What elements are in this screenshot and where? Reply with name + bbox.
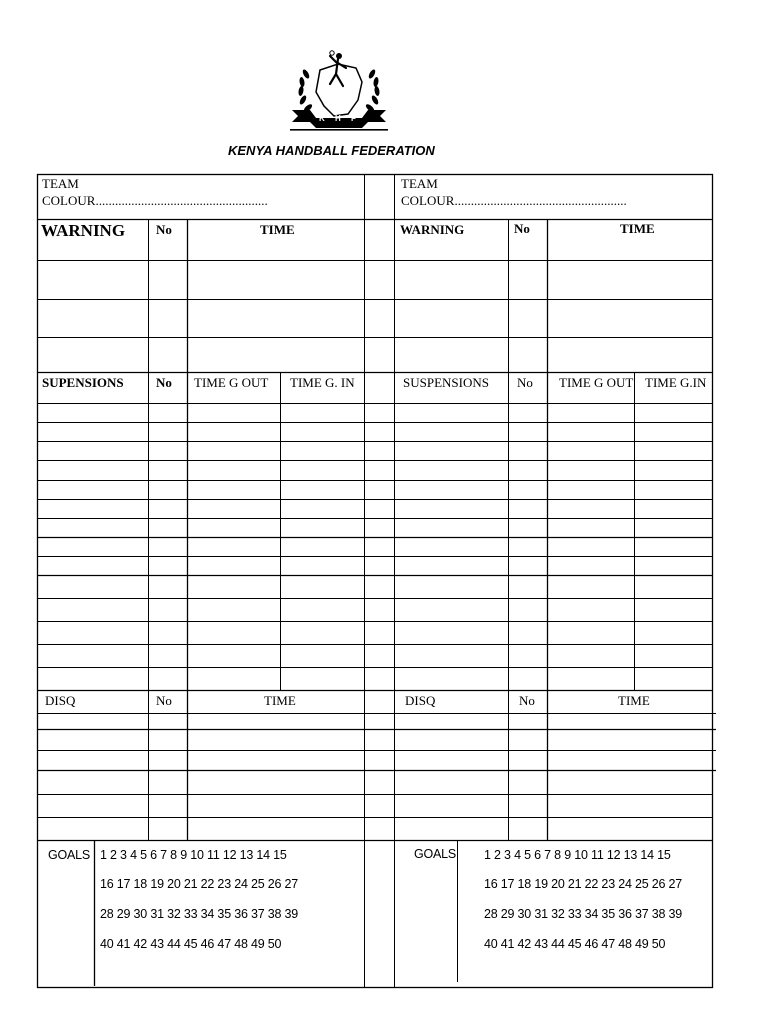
left-colour-field[interactable]: COLOUR..................................................... [42, 193, 268, 208]
right-warning-label: WARNING [400, 222, 465, 237]
left-disq-label: DISQ [45, 693, 76, 708]
right-goals-line-4[interactable]: 40 41 42 43 44 45 46 47 48 49 50 [484, 937, 666, 951]
left-suspensions-label: SUPENSIONS [42, 375, 124, 390]
left-time-g-out-header: TIME G OUT [194, 375, 269, 390]
left-disq-no-header: No [156, 693, 172, 708]
left-time-g-in-header: TIME G. IN [290, 375, 355, 390]
right-warning-no-header: No [514, 221, 530, 236]
left-goals-label: GOALS [48, 848, 91, 862]
khf-logo [286, 48, 392, 132]
right-goals-line-3[interactable]: 28 29 30 31 32 33 34 35 36 37 38 39 [484, 907, 683, 921]
right-team-label: TEAM [401, 176, 438, 191]
right-goals-label: GOALS [414, 847, 457, 861]
right-time-g-in-header: TIME G.IN [645, 375, 707, 390]
left-warning-time-header: TIME [260, 222, 295, 237]
right-disq-no-header: No [519, 693, 535, 708]
right-disq-time-header: TIME [618, 693, 650, 708]
page-title: KENYA HANDBALL FEDERATION [228, 143, 435, 158]
left-disq-time-header: TIME [264, 693, 296, 708]
right-suspensions-label: SUSPENSIONS [403, 375, 489, 390]
right-warning-time-header: TIME [620, 221, 655, 236]
right-goals-line-1[interactable]: 1 2 3 4 5 6 7 8 9 10 11 12 13 14 15 [484, 848, 671, 862]
logo-letters: K H F [319, 114, 360, 123]
right-time-g-out-header: TIME G OUT [559, 375, 634, 390]
left-warning-label: WARNING [41, 221, 126, 240]
left-goals-line-4[interactable]: 40 41 42 43 44 45 46 47 48 49 50 [100, 937, 282, 951]
right-disq-label: DISQ [405, 693, 436, 708]
left-suspensions-no-header: No [156, 375, 172, 390]
left-warning-no-header: No [156, 222, 172, 237]
right-suspensions-no-header: No [517, 375, 533, 390]
right-goals-line-2[interactable]: 16 17 18 19 20 21 22 23 24 25 26 27 [484, 877, 683, 891]
right-colour-field[interactable]: COLOUR..................................................... [401, 193, 627, 208]
left-goals-line-1[interactable]: 1 2 3 4 5 6 7 8 9 10 11 12 13 14 15 [100, 848, 287, 862]
left-team-label: TEAM [42, 176, 79, 191]
left-goals-line-2[interactable]: 16 17 18 19 20 21 22 23 24 25 26 27 [100, 877, 299, 891]
left-goals-line-3[interactable]: 28 29 30 31 32 33 34 35 36 37 38 39 [100, 907, 299, 921]
